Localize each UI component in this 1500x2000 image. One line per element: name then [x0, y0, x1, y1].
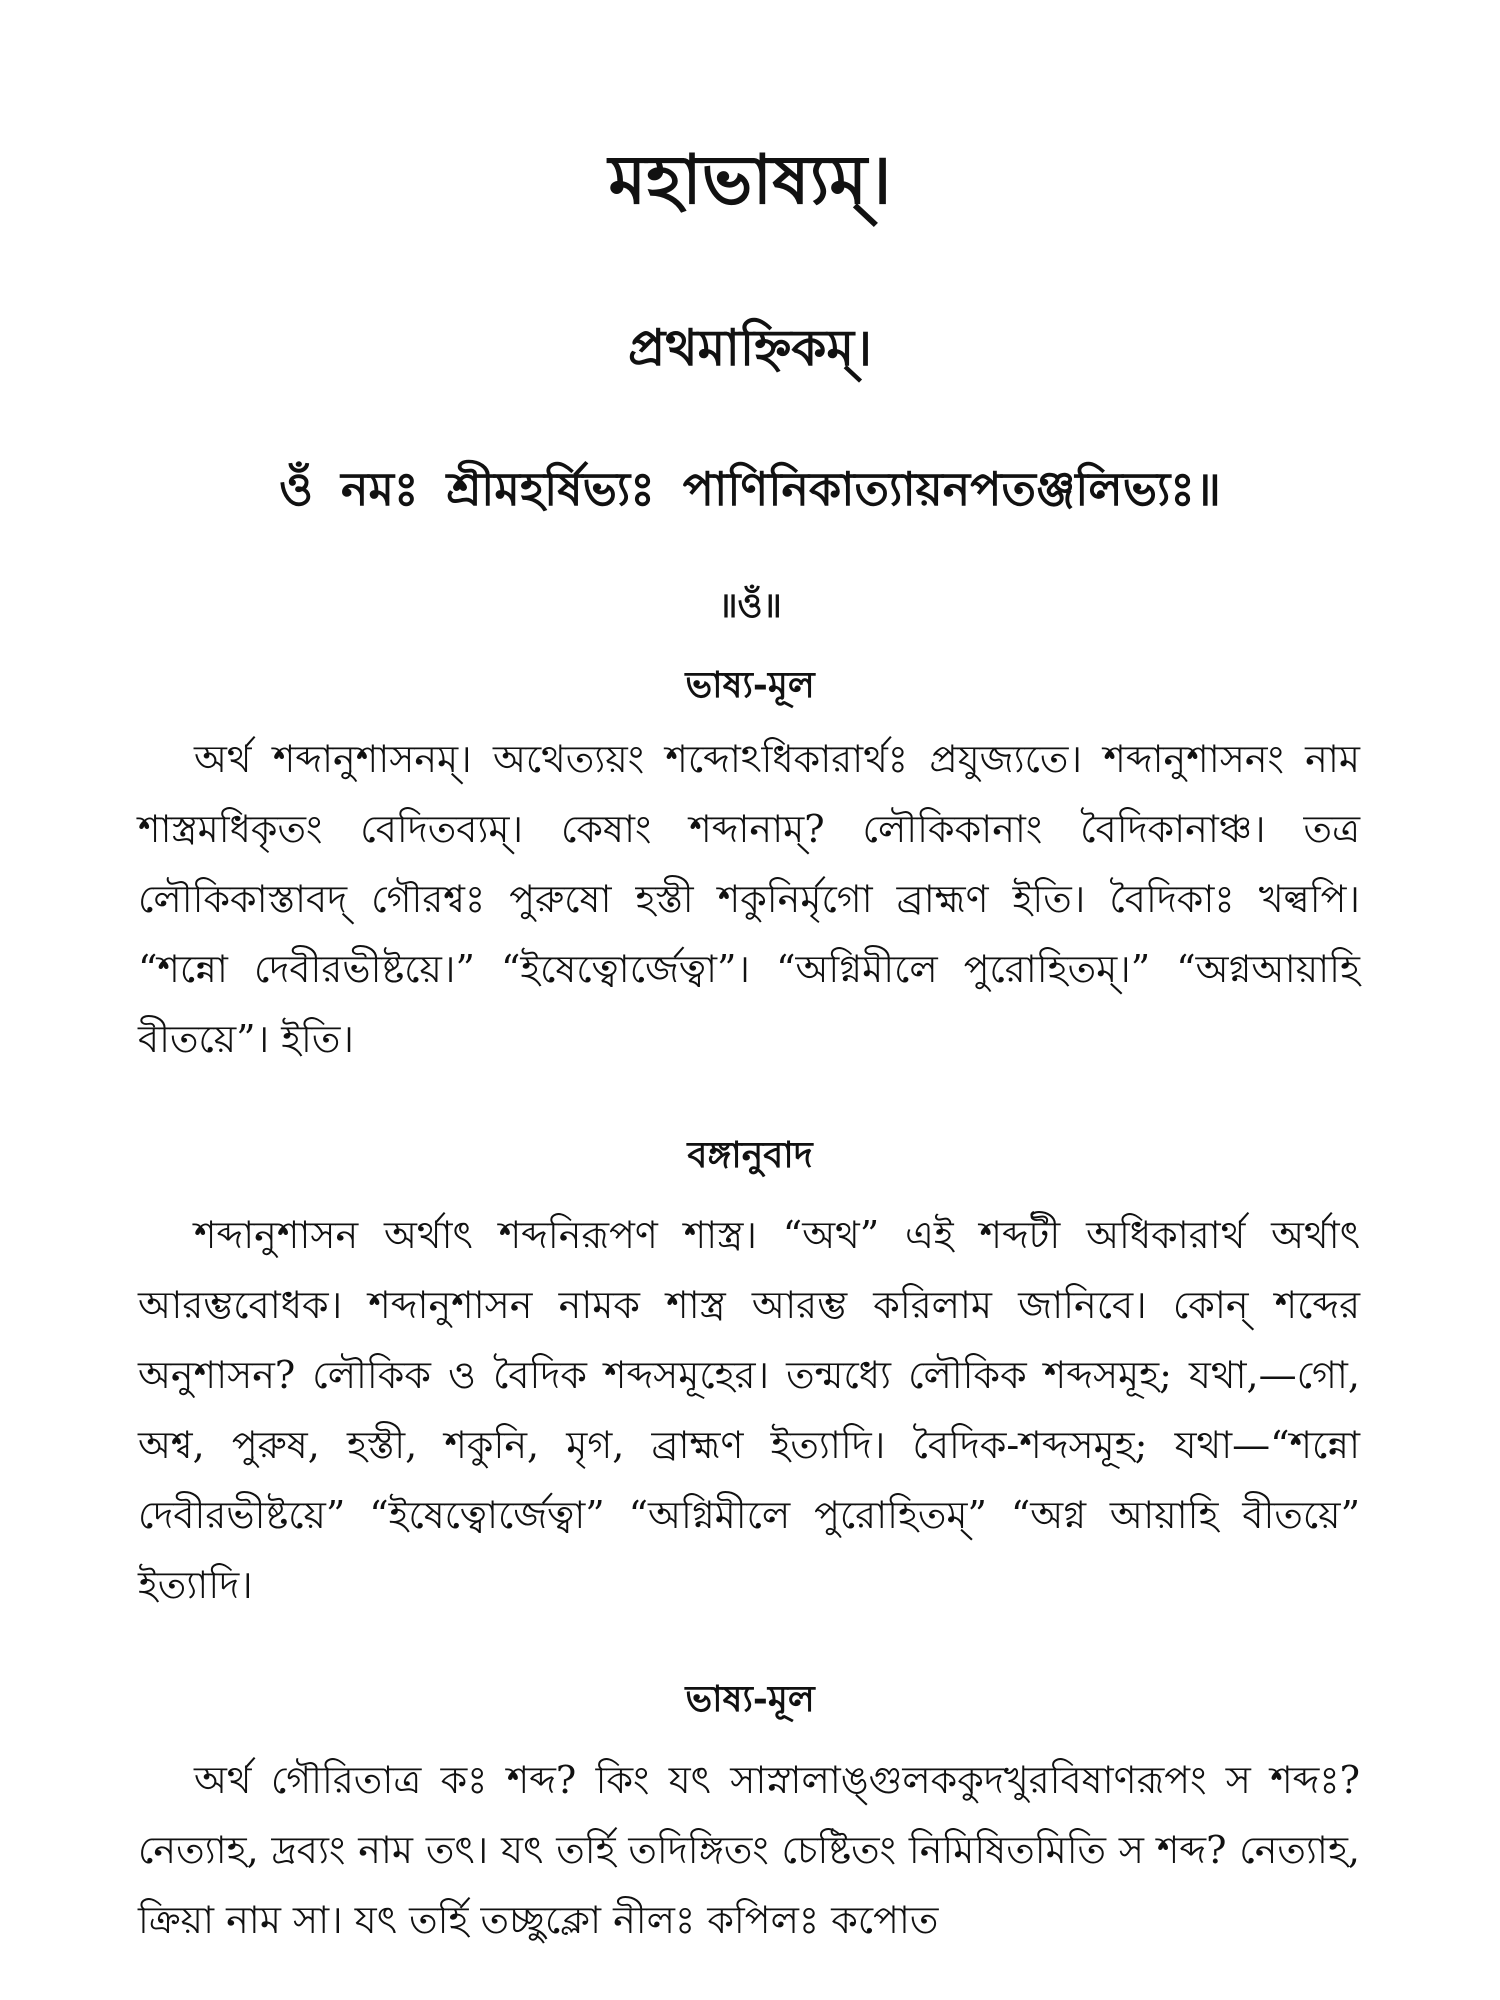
section-text-translation: শব্দানুশাসন অর্থাৎ শব্দনিরূপণ শাস্ত্র। “অথ” এই শব্দটী অধিকারার্থ অর্থাৎ আরম্ভবোধক। শব্দানুশাসন নামক শাস্ত্র আরম্ভ করিলাম জানিবে। কোন্ শব্দের অনুশাসন? লৌকিক ও বৈদিক শব্দসমূহের। তন্মধ্যে লৌকিক শব্দসমূহ; যথা,—গো, অশ্ব, পুরুষ, হস্তী, শকুনি, মৃগ, ব্রাহ্মণ ইত্যাদি। বৈদিক-শব্দসমূহ; যথা—“শন্নো দেবীরভীষ্টয়ে” “ইষেত্বোর্জেত্বা” “অগ্নিমীলে পুরোহিতম্” “অগ্ন আয়াহি বীতয়ে” ইত্যাদি।: [138, 1213, 1360, 1607]
chapter-subtitle: প্রথমাহ্নিকম্।: [627, 318, 873, 377]
section-heading-bhashya-1: ভাষ্য-মূল: [685, 664, 815, 706]
invocation-line: ওঁ নমঃ শ্রীমহর্ষিভ্যঃ পাণিনিকাত্যায়নপতঞ্জলিভ্যঃ॥: [279, 462, 1221, 516]
page-title: মহাভাষ্যম্।: [608, 140, 892, 220]
section-text-bhashya-2: অর্থ গৌরিতাত্র কঃ শব্দ? কিং যৎ সাস্নালাঙ্গুলককুদখুরবিষাণরূপং স শব্দঃ? নেত্যাহ, দ্রব্যং নাম তৎ। যৎ তর্হি তদিঙ্গিতং চেষ্টিতং নিমিষিতমিতি স শব্দ? নেত্যাহ, ক্রিয়া নাম সা। যৎ তর্হি তচ্ছুক্লো নীলঃ কপিলঃ কপোত: [138, 1758, 1360, 1942]
om-mark: ॥ওঁ॥: [718, 586, 782, 626]
section-heading-bhashya-2: ভাষ্য-মূল: [685, 1678, 815, 1720]
section-heading-translation: বঙ্গানুবাদ: [687, 1134, 813, 1176]
section-text-bhashya-1: অর্থ শব্দানুশাসনম্। অথেত্যয়ং শব্দোঽধিকারার্থঃ প্রযুজ্যতে। শব্দানুশাসনং নাম শাস্ত্রমধিকৃতং বেদিতব্যম্। কেষাং শব্দানাম্? লৌকিকানাং বৈদিকানাঞ্চ। তত্র লৌকিকাস্তাবদ্ গৌরশ্বঃ পুরুষো হস্তী শকুনির্মৃগো ব্রাহ্মণ ইতি। বৈদিকাঃ খল্বপি। “শন্নো দেবীরভীষ্টয়ে।” “ইষেত্বোর্জেত্বা”। “অগ্নিমীলে পুরোহিতম্।” “অগ্নআয়াহি বীতয়ে”। ইতি।: [138, 737, 1360, 1061]
